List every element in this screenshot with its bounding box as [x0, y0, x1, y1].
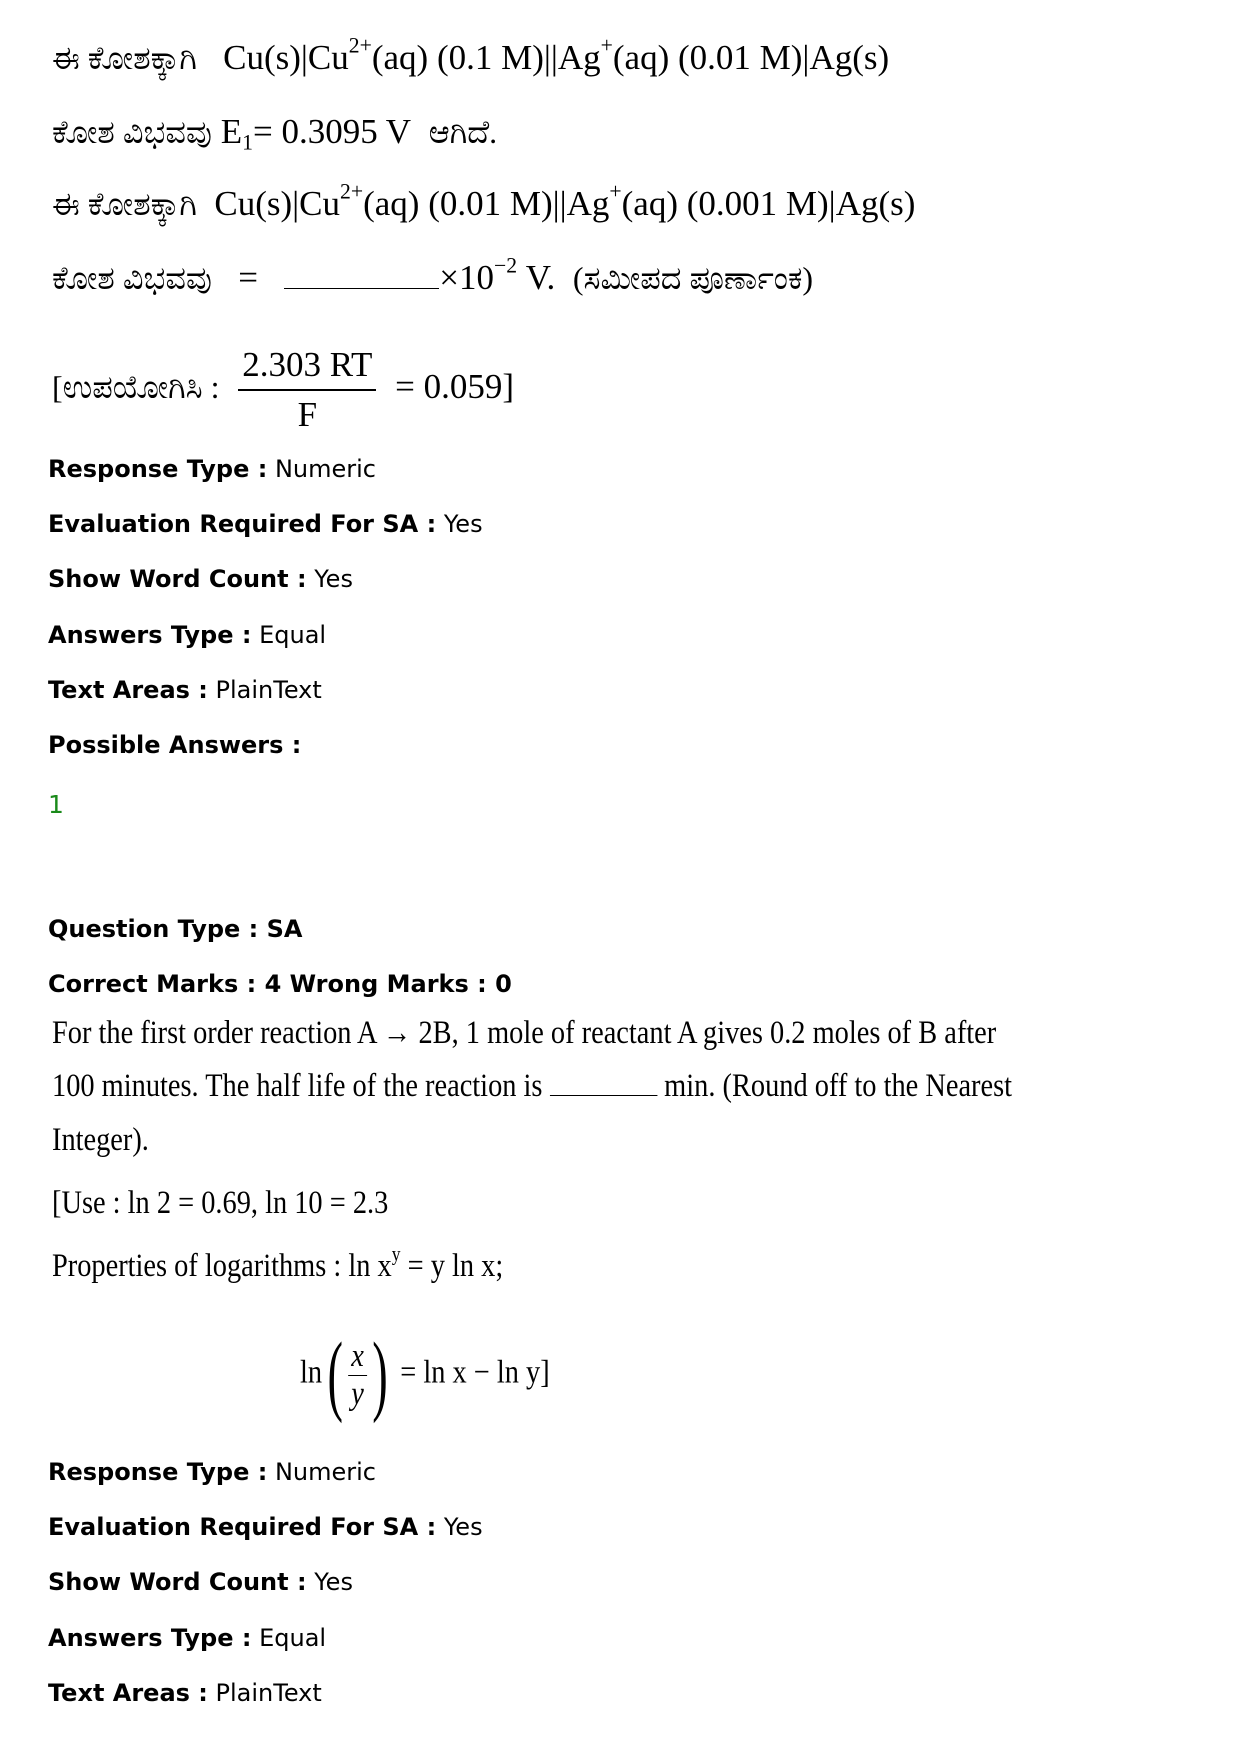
answer-blank: [284, 287, 439, 289]
text-areas: Text Areas : PlainText: [48, 1679, 322, 1707]
q1-kannada-text: ಆಗಿದೆ.: [428, 114, 498, 150]
q1-line-4: ಕೋಶ ವಿಭವವು = $\times 10^{-2}$ V. (ಸಮೀಪದ ಪೂರ್ಣಾಂಕ): [52, 253, 814, 297]
quotient-fraction: $\frac{x}{y}$: [348, 1338, 367, 1413]
q1-kannada-text: ಈ ಕೋಶಕ್ಕಾಗಿ: [52, 186, 197, 222]
question-type: Question Type : SA: [48, 915, 303, 943]
answers-type: Answers Type : Equal: [48, 621, 327, 649]
response-type: Response Type : Numeric: [48, 455, 376, 483]
q1-cell-notation: $Cu(s)|Cu^{2+}(aq)$ (0.1 M)||Ag+(aq) (0.01 M)|Ag(s): [223, 33, 890, 77]
q1-line-3: [52, 179, 916, 224]
show-word-count: Show Word Count : Yes: [48, 1568, 353, 1596]
q1-kannada-text: ಕೋಶ ವಿಭವವು: [52, 114, 212, 150]
q1-kannada-text: ಕೋಶ ವಿಭವವು: [52, 260, 212, 296]
q2-line-3: Integer).: [52, 1122, 149, 1158]
formula-fraction: $\frac{2.303 RT}{F}$: [238, 345, 376, 435]
q1-rounding-note: (ಸಮೀಪದ ಪೂರ್ಣಾಂಕ): [572, 260, 814, 296]
q1-line-2: [52, 112, 498, 155]
possible-answers-label: Possible Answers :: [48, 731, 302, 759]
evaluation-required: Evaluation Required For SA : Yes: [48, 1513, 483, 1541]
q2-log-property: Properties of logarithms : $\ln x^y = y$ ln x;: [52, 1243, 504, 1284]
answers-type: Answers Type : Equal: [48, 1624, 327, 1652]
q2-log-quotient: ln( $\frac{x}{y}$ ) = ln x − ln y]: [300, 1325, 550, 1424]
response-type: Response Type : Numeric: [48, 1458, 376, 1486]
marks: Correct Marks : 4 Wrong Marks : 0: [48, 970, 512, 998]
q1-cell-notation: $Cu(s)|Cu^{2+}(aq)$ (0.01 M)||Ag+(aq) (0.001 M)|Ag(s): [214, 179, 916, 223]
answer-blank: [550, 1094, 658, 1096]
q2-use-values: [Use : ln 2 = 0.69, ln 10 = 2.3: [52, 1185, 389, 1221]
show-word-count: Show Word Count : Yes: [48, 565, 353, 593]
q1-kannada-text: ಈ ಕೋಶಕ್ಕಾಗಿ: [52, 40, 197, 76]
text-areas: Text Areas : PlainText: [48, 676, 322, 704]
q2-line-2: 100 minutes. The half life of the reaction is min. (Round off to the Nearest: [52, 1068, 1013, 1104]
q1-line-1: [52, 33, 890, 78]
q1-use-formula: [ಉಪಯೋಗಿಸಿ : $\frac{2.303 RT}{F}$ = 0.059]: [52, 345, 515, 434]
q1-cell-potential: $E_1= 0.3095$ V: [220, 112, 412, 155]
possible-answer-value: 1: [48, 790, 64, 819]
evaluation-required: Evaluation Required For SA : Yes: [48, 510, 483, 538]
q2-line-1: For the first order reaction A → 2B, 1 mole of reactant A gives 0.2 moles of B after: [52, 1015, 997, 1051]
